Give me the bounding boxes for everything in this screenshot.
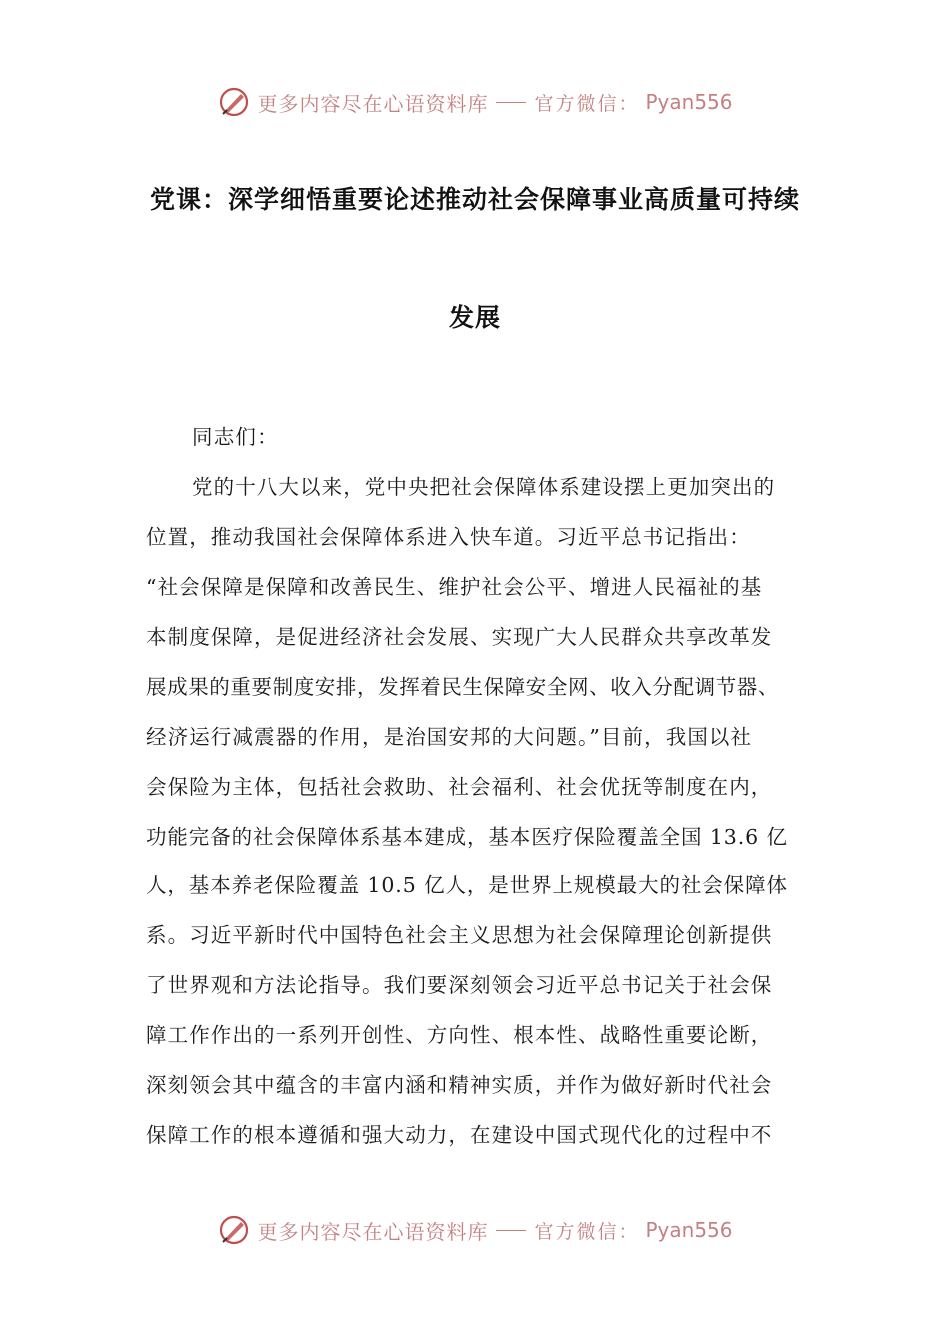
watermark-label: 官方微信：	[534, 1220, 640, 1243]
body-line: 系。习近平新时代中国特色社会主义思想为社会保障理论创新提供	[146, 923, 773, 947]
body-line: 了世界观和方法论指导。我们要深刻领会习近平总书记关于社会保	[146, 973, 773, 997]
watermark-separator	[496, 1230, 526, 1231]
document-title-line-1: 党课：深学细悟重要论述推动社会保障事业高质量可持续	[149, 185, 800, 214]
footer-watermark	[0, 1210, 950, 1250]
header-watermark	[0, 82, 950, 122]
body-line: 深刻领会其中蕴含的丰富内涵和精神实质，并作为做好新时代社会	[146, 1073, 773, 1097]
watermark-wechat-id: Pyan556	[645, 90, 733, 114]
body-line: 保障工作的根本遵循和强大动力，在建设中国式现代化的过程中不	[146, 1123, 773, 1147]
body-line: 障工作作出的一系列开创性、方向性、根本性、战略性重要论断，	[146, 1023, 773, 1047]
document-title-line-2: 发展	[448, 303, 501, 332]
watermark-site-text: 更多内容尽在心语资料库	[257, 91, 489, 116]
body-line: 功能完备的社会保障体系基本建成，基本医疗保险覆盖全国 13.6 亿	[146, 825, 788, 849]
pen-logo-icon	[217, 1213, 251, 1247]
body-line: 人，基本养老保险覆盖 10.5 亿人，是世界上规模最大的社会保障体	[146, 873, 788, 897]
body-line: 展成果的重要制度安排，发挥着民生保障安全网、收入分配调节器、	[146, 675, 779, 699]
pen-logo-icon	[217, 85, 251, 119]
body-line: 党的十八大以来，党中央把社会保障体系建设摆上更加突出的	[192, 475, 776, 499]
body-line: “社会保障是保障和改善民生、维护社会公平、增进人民福祉的基	[146, 575, 763, 599]
watermark-label: 官方微信：	[534, 92, 640, 115]
body-line: 经济运行减震器的作用，是治国安邦的大问题。”目前，我国以社	[146, 725, 753, 749]
body-line: 本制度保障，是促进经济社会发展、实现广大人民群众共享改革发	[146, 625, 773, 649]
watermark-site-text: 更多内容尽在心语资料库	[257, 1219, 489, 1244]
salutation: 同志们：	[192, 425, 279, 449]
watermark-separator	[496, 102, 526, 103]
body-line: 会保险为主体，包括社会救助、社会福利、社会优抚等制度在内，	[146, 775, 773, 799]
watermark-wechat-id: Pyan556	[645, 1218, 733, 1242]
body-line: 位置，推动我国社会保障体系进入快车道。习近平总书记指出：	[146, 525, 751, 549]
